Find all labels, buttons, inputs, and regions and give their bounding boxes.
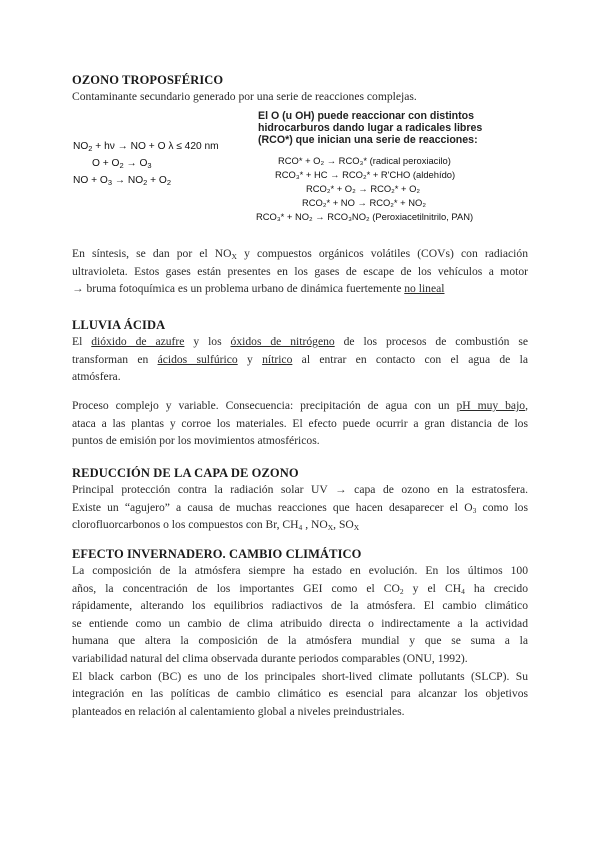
text: , SO	[333, 518, 354, 532]
reaction-header-2: hidrocarburos dando lugar a radicales libres	[258, 122, 483, 134]
text: y compuestos orgánicos volátiles (COVs) con radiación	[236, 247, 528, 260]
reaction-part: + hν → NO + O λ ≤ 420 nm	[92, 141, 219, 152]
subscript: 4	[298, 523, 303, 533]
capa-line-1: Principal protección contra la radiación solar UV → capa de ozono en la estratosfera.	[72, 483, 528, 496]
underlined-text: óxidos de nitrógeno	[230, 335, 335, 348]
left-reaction-2: $O + O_2 \to O_3$	[92, 158, 152, 170]
underlined-text: ácidos sulfúrico	[157, 352, 238, 366]
text: transforman en	[72, 352, 158, 366]
lluvia-line-2	[72, 351, 528, 369]
capa-line-2	[72, 499, 528, 517]
reaction-header-1: El O (u OH) puede reaccionar con distintos	[258, 110, 475, 122]
subscript: X	[231, 252, 237, 261]
underlined-text: nítrico	[262, 352, 293, 366]
reaction-part: O + O	[92, 158, 120, 169]
reaction-header-3: (RCO*) que inician una serie de reacciones:	[258, 134, 478, 146]
efecto-line-3: rápidamente, alterando los equilibrios radiactivos de la atmósfera. El cambio climático	[72, 599, 528, 613]
ozono-intro-text: Contaminante secundario generado por una serie de reacciones complejas.	[72, 90, 417, 103]
left-reaction-1: $NO_2 + h\nu$ → NO + O λ ≤ 420 nm	[73, 141, 219, 153]
right-reaction-3: RCO₂* + O₂ → RCO₂* + O₂	[306, 183, 421, 194]
underlined-text: dióxido de azufre	[91, 335, 185, 348]
efecto-line-7: El black carbon (BC) es uno de los principales short-lived climate pollutants (SLCP). Su	[72, 669, 528, 683]
text: clorofluorcarbonos o los compuestos con Br, CH	[72, 518, 299, 532]
efecto-line-6: variabilidad natural del clima observada durante periodos comparables (ONU, 1992).	[72, 651, 468, 665]
efecto-paragraph	[72, 562, 528, 720]
reaction-part: NO + O	[73, 175, 108, 186]
subscript: X	[353, 523, 360, 533]
underlined-text: no lineal	[404, 282, 445, 296]
summary-line-2: ultravioleta. Estos gases están presentes en los gases de escape de los vehículos a motor	[72, 264, 528, 278]
efecto-line-4: se entiende como un cambio de clima atribuido directa o indirectamente a la actividad	[72, 616, 528, 630]
efecto-line-5: humana que altera la composición de la atmósfera mundial y que se suma a la	[72, 634, 528, 648]
text: y el CH	[403, 581, 462, 595]
text: En síntesis, se dan por el NO	[72, 247, 232, 260]
text: Proceso complejo y variable. Consecuencia: precipitación de agua con un	[72, 399, 457, 412]
left-reaction-3: NO + $O_3 \to NO_2 + O_2$	[73, 175, 172, 187]
reaction-part: + O	[147, 175, 167, 186]
text: ha crecido	[464, 581, 529, 595]
text: Existe un “agujero” a causa de muchas reacciones que hacen desaparecer el O	[72, 500, 473, 514]
efecto-line-9: planteados en relación al calentamiento global a niveles preindustriales.	[72, 704, 405, 718]
lluvia-line-1	[72, 333, 528, 351]
text: , NO	[302, 518, 328, 532]
section-title-efecto: EFECTO INVERNADERO. CAMBIO CLIMÁTICO	[72, 547, 362, 561]
efecto-line-2	[72, 580, 528, 598]
subscript: X	[327, 523, 334, 533]
section-title-lluvia: LLUVIA ÁCIDA	[72, 318, 166, 332]
section-title-ozono: OZONO TROPOSFÉRICO	[72, 73, 224, 87]
section-title-capa: REDUCCIÓN DE LA CAPA DE OZONO	[72, 466, 299, 480]
subscript: 4	[461, 586, 465, 596]
ozono-intro	[72, 88, 528, 106]
text: y los	[184, 335, 231, 348]
lluvia-paragraph-2	[72, 397, 528, 450]
text: años, la concentración de los importantes GEI como el CO	[72, 581, 400, 595]
reaction-part: → O	[123, 158, 148, 169]
text: como los	[476, 500, 528, 514]
summary-line-3	[72, 280, 528, 298]
reaction-part: → NO	[112, 175, 144, 186]
subscript: 3	[472, 505, 477, 515]
right-reaction-2: RCO₃* + HC → RCO₂* + R'CHO (aldehído)	[275, 169, 456, 180]
right-reaction-4: RCO₂* + NO → RCO₂* + NO₂	[302, 197, 426, 208]
lluvia-line-3: atmósfera.	[72, 370, 121, 384]
efecto-line-8: integración en las políticas de cambio climático es esencial para alcanzar los objetivos	[72, 687, 528, 701]
text: → bruma fotoquímica es un problema urbano de dinámica fuertemente	[72, 282, 405, 296]
reaction-part: NO	[73, 141, 89, 152]
capa-line-3	[72, 516, 528, 534]
right-reaction-1: RCO* + O₂ → RCO₃* (radical peroxiacilo)	[278, 155, 451, 166]
summary-line-1	[72, 245, 528, 263]
ozono-summary	[72, 245, 528, 298]
lluvia-line-6: puntos de emisión por los movimientos atmosféricos.	[72, 434, 320, 448]
text: El	[72, 335, 92, 348]
underlined-text: pH muy bajo	[456, 399, 526, 412]
text: ,	[525, 399, 528, 412]
right-reaction-5: RCO₃* + NO₂ → RCO₃NO₂ (Peroxiacetilnitrilo, PAN)	[256, 211, 474, 222]
text: y	[237, 352, 263, 366]
lluvia-line-5: ataca a las plantas y corroe los materiales. El efecto puede ocurrir a gran distancia de los	[72, 416, 528, 430]
subscript: 2	[399, 586, 404, 596]
text: al entrar en contacto con el agua de la	[292, 352, 529, 366]
lluvia-paragraph-1	[72, 333, 528, 386]
capa-paragraph	[72, 481, 528, 534]
efecto-line-1: La composición de la atmósfera siempre ha estado en evolución. En los últimos 100	[72, 564, 528, 577]
text: de los procesos de combustión se	[334, 335, 528, 348]
lluvia-line-4	[72, 397, 528, 415]
